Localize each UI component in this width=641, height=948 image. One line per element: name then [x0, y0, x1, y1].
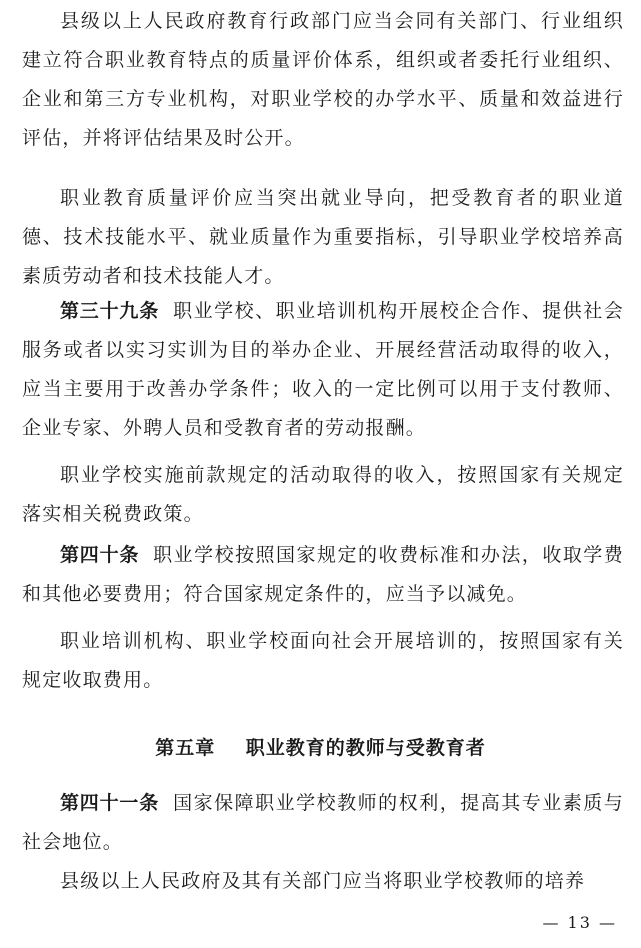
paragraph-4: [22, 456, 624, 534]
paragraph-text: 职业学校、职业培训机构开展校企合作、提供社会服务或者以实习实训为目的举办企业、开展经营活动取得的收入，应当主要用于改善办学条件；收入的一定比例可以用于支付教师、企业专家、外聘人员和受教育者的劳动报酬。: [22, 300, 624, 439]
chapter-number: 第五章: [155, 737, 216, 759]
article-number: 第三十九条: [60, 300, 160, 322]
article-number: 第四十条: [60, 544, 140, 566]
paragraph-text: 职业教育质量评价应当突出就业导向，把受教育者的职业道德、技术技能水平、就业质量作为重要指标，引导职业学校培养高素质劳动者和技术技能人才。: [22, 187, 624, 287]
paragraph-text: 县级以上人民政府教育行政部门应当会同有关部门、行业组织建立符合职业教育特点的质量评价体系，组织或者委托行业组织、企业和第三方专业机构，对职业学校的办学水平、质量和效益进行评估，并将评估结果及时公开。: [22, 10, 624, 149]
paragraph-text: 职业培训机构、职业学校面向社会开展培训的，按照国家有关规定收取费用。: [22, 630, 624, 691]
article-39: [22, 292, 624, 448]
paragraph-1: [22, 2, 624, 158]
article-number: 第四十一条: [60, 792, 160, 814]
paragraph-text: 职业学校实施前款规定的活动取得的收入，按照国家有关规定落实相关税费政策。: [22, 464, 624, 525]
paragraph-8: [22, 862, 624, 901]
article-41: [22, 784, 624, 862]
paragraph-2: [22, 179, 624, 296]
paragraph-text: 职业学校按照国家规定的收费标准和办法，收取学费和其他必要费用；符合国家规定条件的，应当予以减免。: [22, 544, 624, 605]
page-number: — 13 —: [542, 913, 617, 932]
article-40: [22, 536, 624, 614]
chapter-title: 职业教育的教师与受教育者: [245, 737, 486, 759]
paragraph-text: 县级以上人民政府及其有关部门应当将职业学校教师的培养: [60, 870, 586, 892]
paragraph-6: [22, 622, 624, 700]
chapter-heading: [0, 733, 641, 760]
paragraph-text: 国家保障职业学校教师的权利，提高其专业素质与社会地位。: [22, 792, 624, 853]
